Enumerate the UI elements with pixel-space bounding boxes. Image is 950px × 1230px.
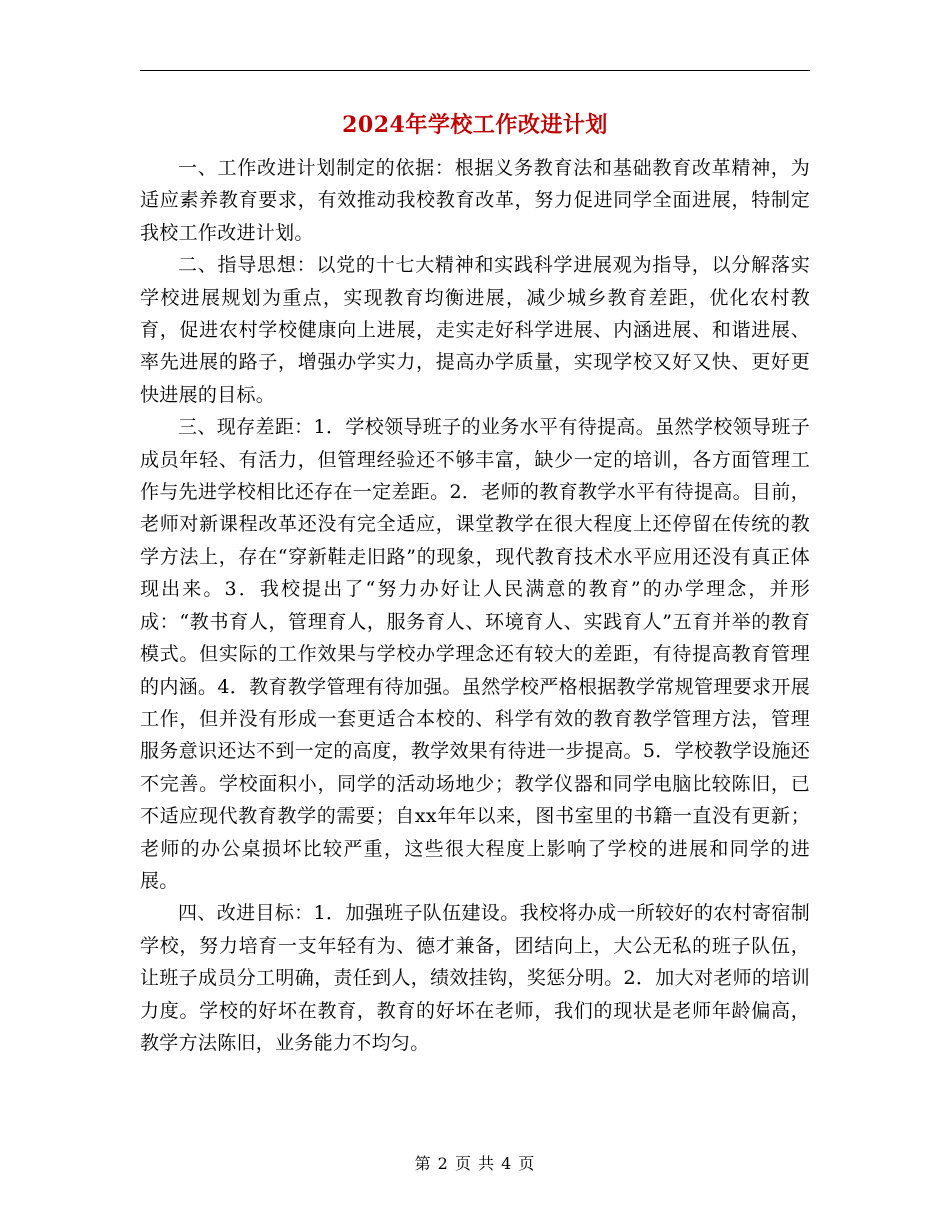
paragraph-basis: 一、工作改进计划制定的依据：根据义务教育法和基础教育改革精神，为适应素养教育要求，有效推动我校教育改革，努力促进同学全面进展，特制定我校工作改进计划。: [140, 157, 810, 244]
document-title: 2024年学校工作改进计划: [342, 112, 608, 138]
page-number-footer: 第 2 页 共 4 页: [414, 1154, 536, 1173]
header-rule: [140, 70, 810, 71]
paragraph-guiding-ideology: 二、指导思想：以党的十七大精神和实践科学进展观为指导，以分解落实学校进展规划为重点，实现教育均衡进展，减少城乡教育差距，优化农村教育，促进农村学校健康向上进展，走实走好科学进展、内涵进展、和谐进展、率先进展的路子，增强办学实力，提高办学质量，实现学校又好又快、更好更快进展的目标。: [140, 254, 810, 406]
paragraph-existing-gaps: 三、现存差距：1．学校领导班子的业务水平有待提高。虽然学校领导班子成员年轻、有活力，但管理经验还不够丰富，缺少一定的培训，各方面管理工作与先进学校相比还存在一定差距。2．老师的教育教学水平有待提高。目前，老师对新课程改革还没有完全适应，课堂教学在很大程度上还停留在传统的教学方法上，存在“穿新鞋走旧路”的现象，现代教育技术水平应用还没有真正体现出来。3．我校提出了“努力办好让人民满意的教育”的办学理念，并形成：“教书育人，管理育人，服务育人、环境育人、实践育人”五育并举的教育模式。但实际的工作效果与学校办学理念还有较大的差距，有待提高教育管理的内涵。4．教育教学管理有待加强。虽然学校严格根据教学常规管理要求开展工作，但并没有形成一套更适合本校的、科学有效的教育教学管理方法，管理服务意识还达不到一定的高度，教学效果有待进一步提高。5．学校教学设施还不完善。学校面积小，同学的活动场地少；教学仪器和同学电脑比较陈旧，已不适应现代教育教学的需要；自xx年年以来，图书室里的书籍一直没有更新；老师的办公桌损坏比较严重，这些很大程度上影响了学校的进展和同学的进展。: [140, 416, 810, 892]
paragraph-improvement-goals: 四、改进目标：1．加强班子队伍建设。我校将办成一所较好的农村寄宿制学校，努力培育一支年轻有为、德才兼备，团结向上，大公无私的班子队伍，让班子成员分工明确，责任到人，绩效挂钩，奖惩分明。2．加大对老师的培训力度。学校的好坏在教育，教育的好坏在老师，我们的现状是老师年龄偏高，教学方法陈旧，业务能力不均匀。: [140, 902, 810, 1054]
document-body: [140, 152, 810, 1059]
